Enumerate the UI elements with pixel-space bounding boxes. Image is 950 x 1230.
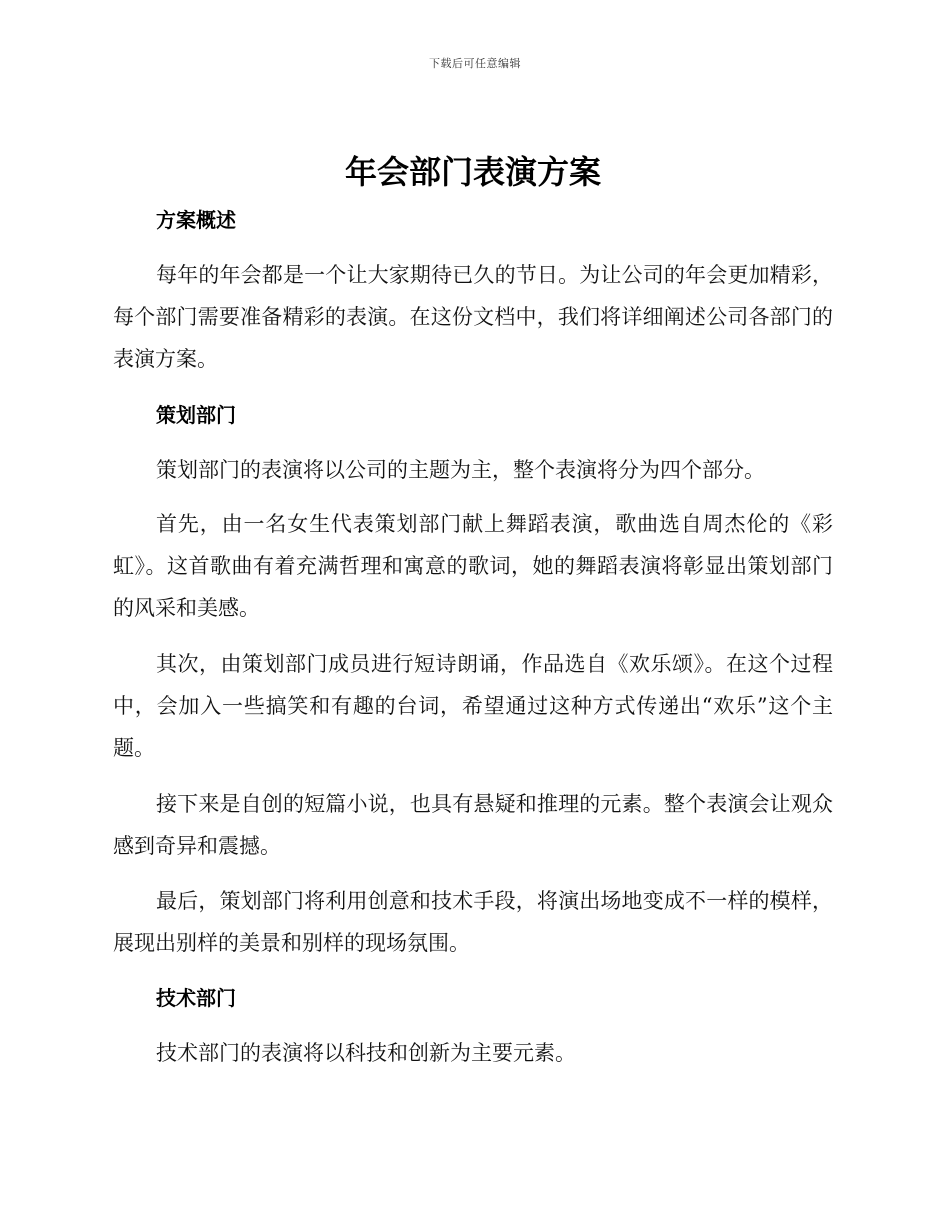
paragraph-tech-intro: 技术部门的表演将以科技和创新为主要元素。: [156, 1041, 576, 1065]
paragraph-planning-third: 接下来是自创的短篇小说，也具有悬疑和推理的元素。整个表演会让观众感到奇异和震撼。: [113, 792, 833, 858]
paragraph-planning-intro: 策划部门的表演将以公司的主题为主，整个表演将分为四个部分。: [156, 458, 765, 482]
section-heading-overview: 方案概述: [156, 208, 236, 232]
paragraph-overview: 每年的年会都是一个让大家期待已久的节日。为让公司的年会更加精彩，每个部门需要准备精彩的表演。在这份文档中，我们将详细阐述公司各部门的表演方案。: [113, 263, 833, 371]
section-heading-planning: 策划部门: [156, 403, 236, 427]
page-header-note: 下载后可任意编辑: [429, 57, 521, 70]
paragraph-planning-second: 其次，由策划部门成员进行短诗朗诵，作品选自《欢乐颂》。在这个过程中，会加入一些搞笑和有趣的台词，希望通过这种方式传递出“欢乐”这个主题。: [113, 652, 833, 760]
paragraph-planning-last: 最后，策划部门将利用创意和技术手段，将演出场地变成不一样的模样，展现出别样的美景和别样的现场氛围。: [113, 889, 833, 955]
document-title: 年会部门表演方案: [344, 153, 601, 191]
section-heading-tech: 技术部门: [156, 986, 236, 1010]
paragraph-planning-first: 首先，由一名女生代表策划部门献上舞蹈表演，歌曲选自周杰伦的《彩虹》。这首歌曲有着充满哲理和寓意的歌词，她的舞蹈表演将彰显出策划部门的风采和美感。: [113, 512, 833, 620]
